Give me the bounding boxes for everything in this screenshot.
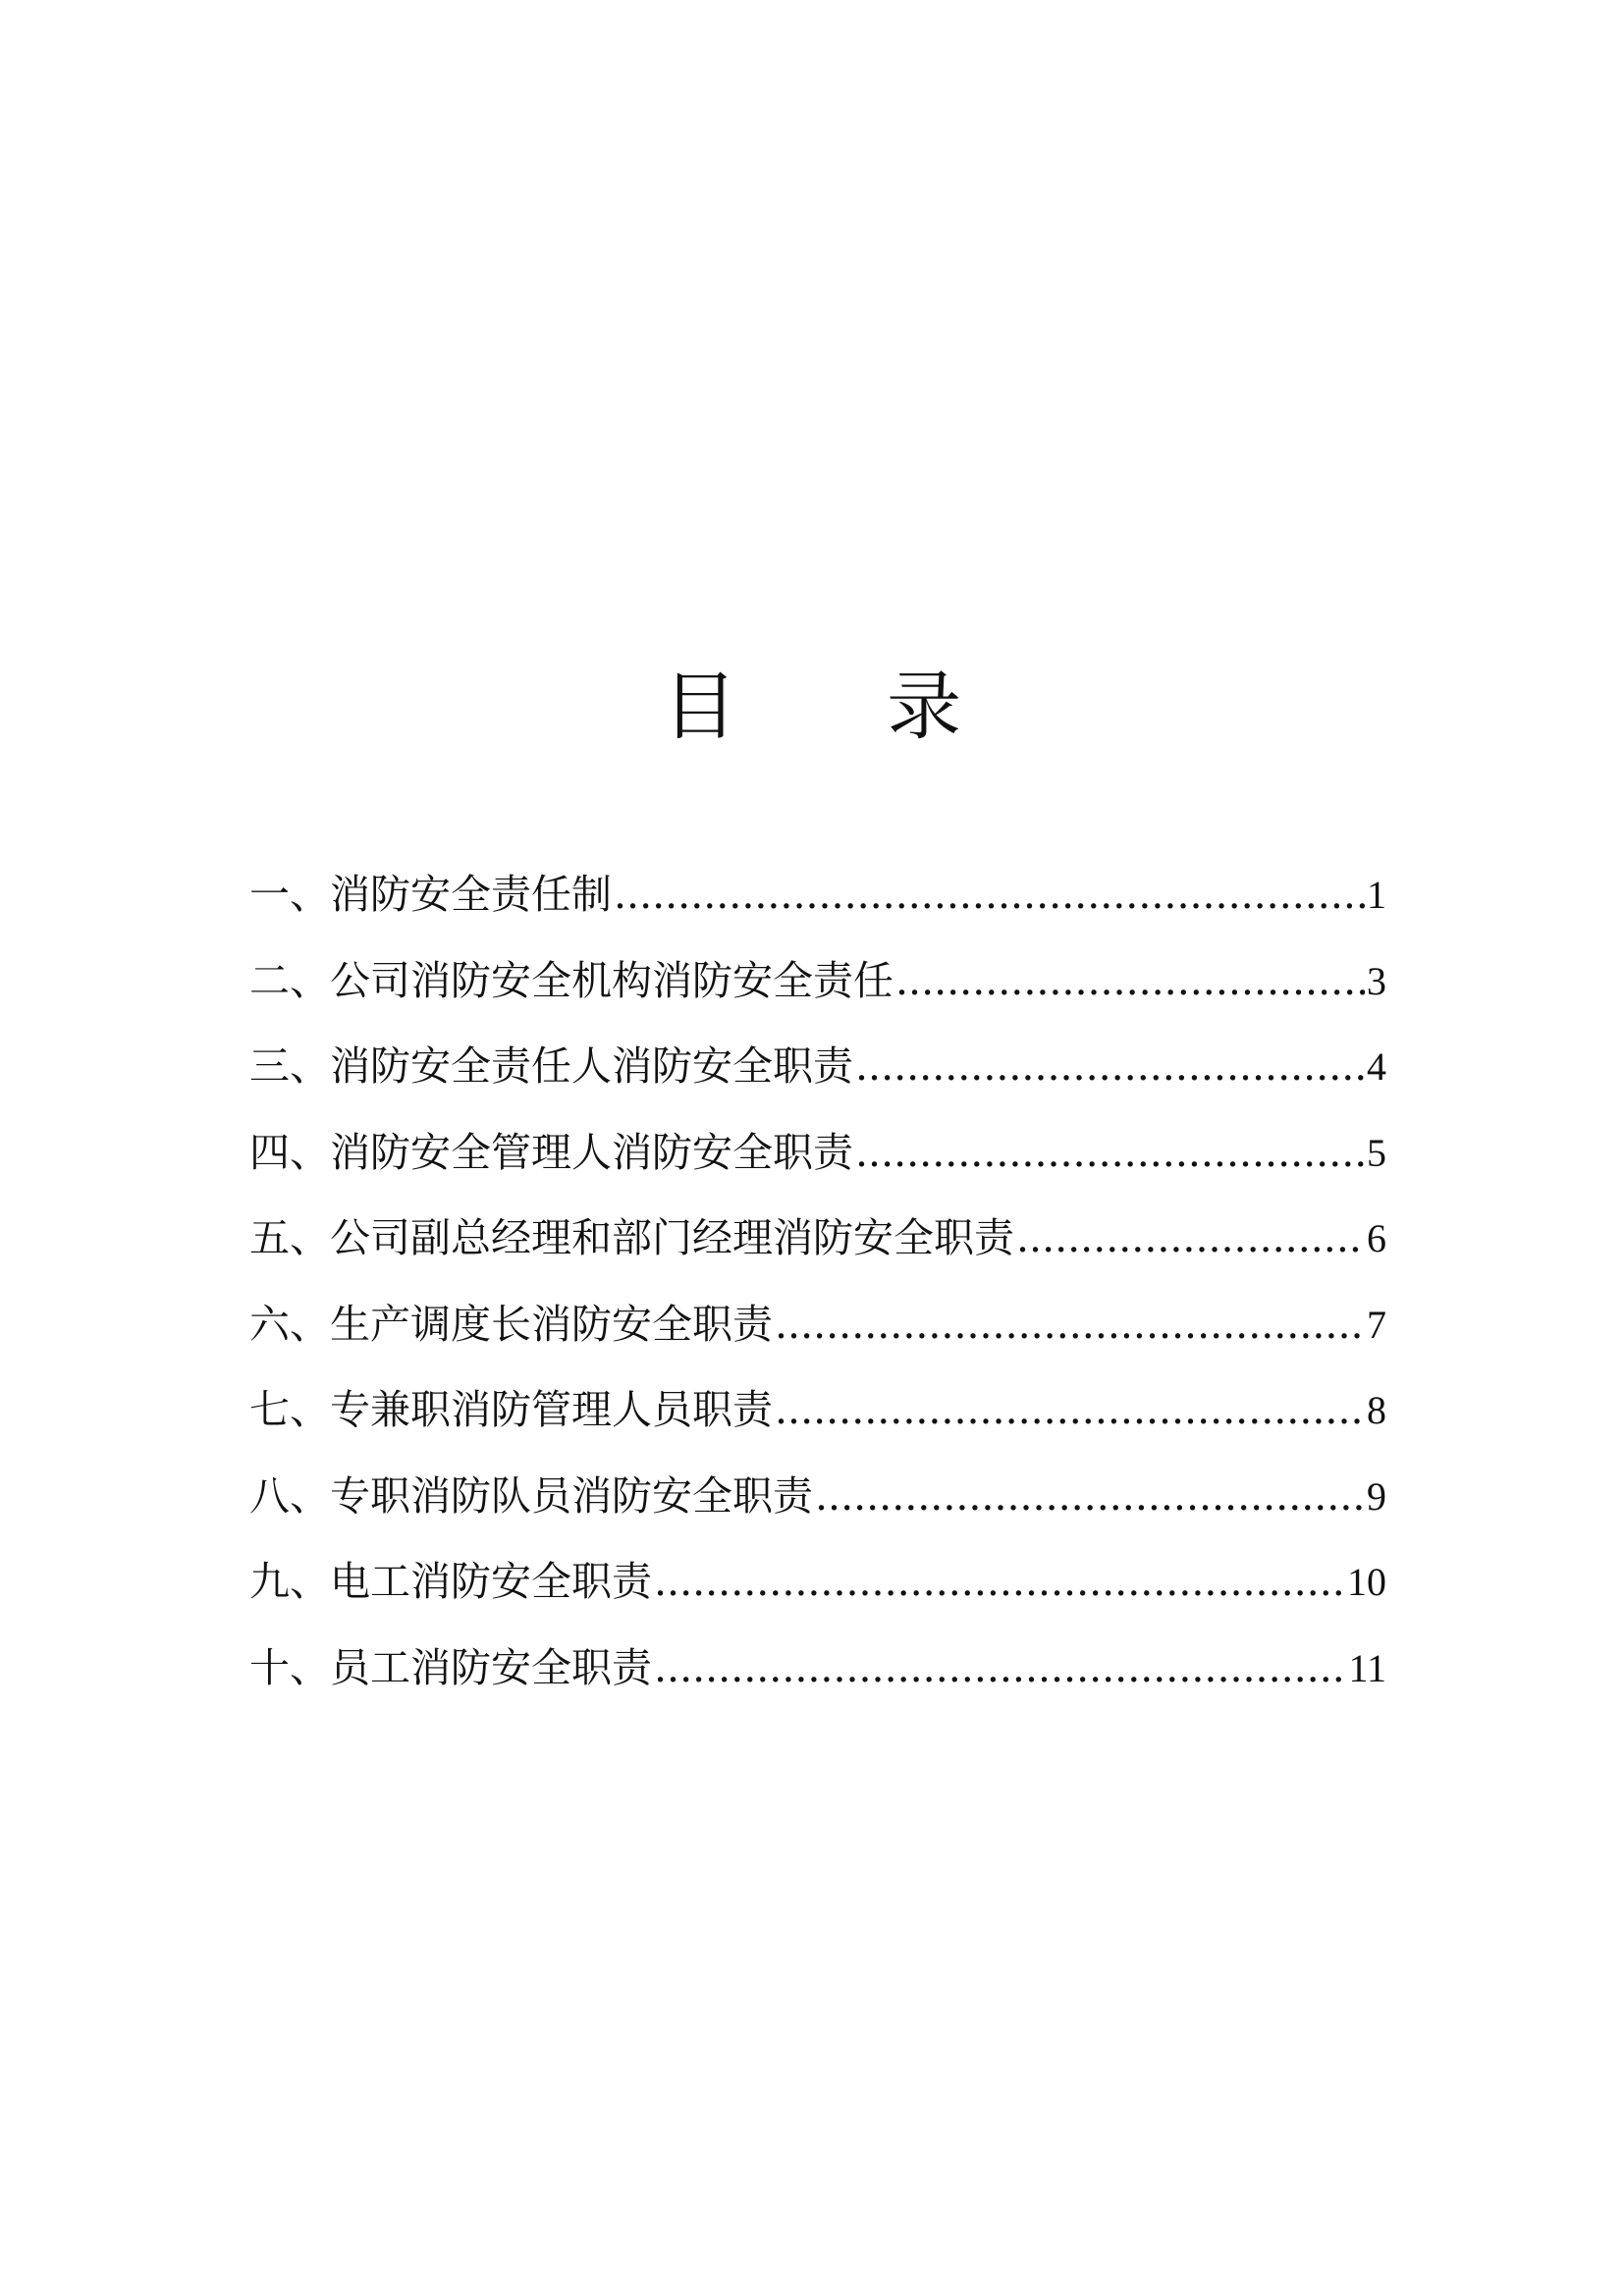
toc-page-number: 7 — [1367, 1302, 1386, 1347]
toc-entry[interactable] — [249, 1626, 1386, 1712]
toc-dot-leader — [775, 1282, 1365, 1368]
toc-entry[interactable] — [249, 1367, 1386, 1454]
toc-dot-leader — [1016, 1196, 1365, 1282]
toc-entry-label: 九、电工消防安全职责 — [249, 1558, 652, 1605]
toc-page-number: 11 — [1348, 1645, 1386, 1690]
toc-entry-label: 六、生产调度长消防安全职责 — [249, 1300, 773, 1348]
toc-dot-leader — [614, 852, 1365, 938]
toc-entry-label: 五、公司副总经理和部门经理消防安全职责 — [249, 1214, 1014, 1261]
toc-entry-label: 一、消防安全责任制 — [249, 871, 612, 918]
toc-dot-leader — [815, 1454, 1365, 1540]
toc-page-number: 6 — [1367, 1216, 1386, 1260]
toc-page-number: 8 — [1367, 1388, 1386, 1432]
toc-dot-leader — [654, 1626, 1346, 1712]
toc-page-number: 10 — [1347, 1560, 1386, 1604]
toc-page-number: 9 — [1367, 1473, 1386, 1519]
toc-entry[interactable] — [249, 1539, 1386, 1626]
toc-dot-leader — [654, 1539, 1345, 1626]
toc-page-number: 5 — [1367, 1130, 1386, 1175]
toc-entry-label: 四、消防安全管理人消防安全职责 — [249, 1128, 853, 1176]
toc-entry-label: 三、消防安全责任人消防安全职责 — [249, 1042, 853, 1090]
toc-entry-label: 七、专兼职消防管理人员职责 — [249, 1386, 773, 1433]
toc-entry[interactable] — [249, 852, 1386, 938]
toc-entry[interactable] — [249, 1282, 1386, 1368]
toc-entry[interactable] — [249, 1024, 1386, 1110]
toc-entry[interactable] — [249, 1454, 1386, 1540]
table-of-contents — [249, 852, 1386, 1711]
toc-dot-leader — [775, 1367, 1365, 1454]
toc-entry[interactable] — [249, 1196, 1386, 1282]
toc-page-number: 3 — [1367, 958, 1386, 1003]
toc-page-number: 4 — [1367, 1044, 1386, 1089]
toc-dot-leader — [855, 1024, 1365, 1110]
toc-dot-leader — [895, 938, 1365, 1025]
page-title: 目 录 — [662, 663, 1025, 750]
toc-page-number: 1 — [1367, 873, 1386, 917]
toc-entry[interactable] — [249, 938, 1386, 1025]
toc-entry-label: 十、员工消防安全职责 — [249, 1643, 652, 1691]
toc-dot-leader — [855, 1110, 1365, 1197]
toc-entry[interactable] — [249, 1110, 1386, 1197]
toc-entry-label: 八、专职消防队员消防安全职责 — [249, 1471, 813, 1520]
toc-entry-label: 二、公司消防安全机构消防安全责任 — [249, 956, 893, 1004]
